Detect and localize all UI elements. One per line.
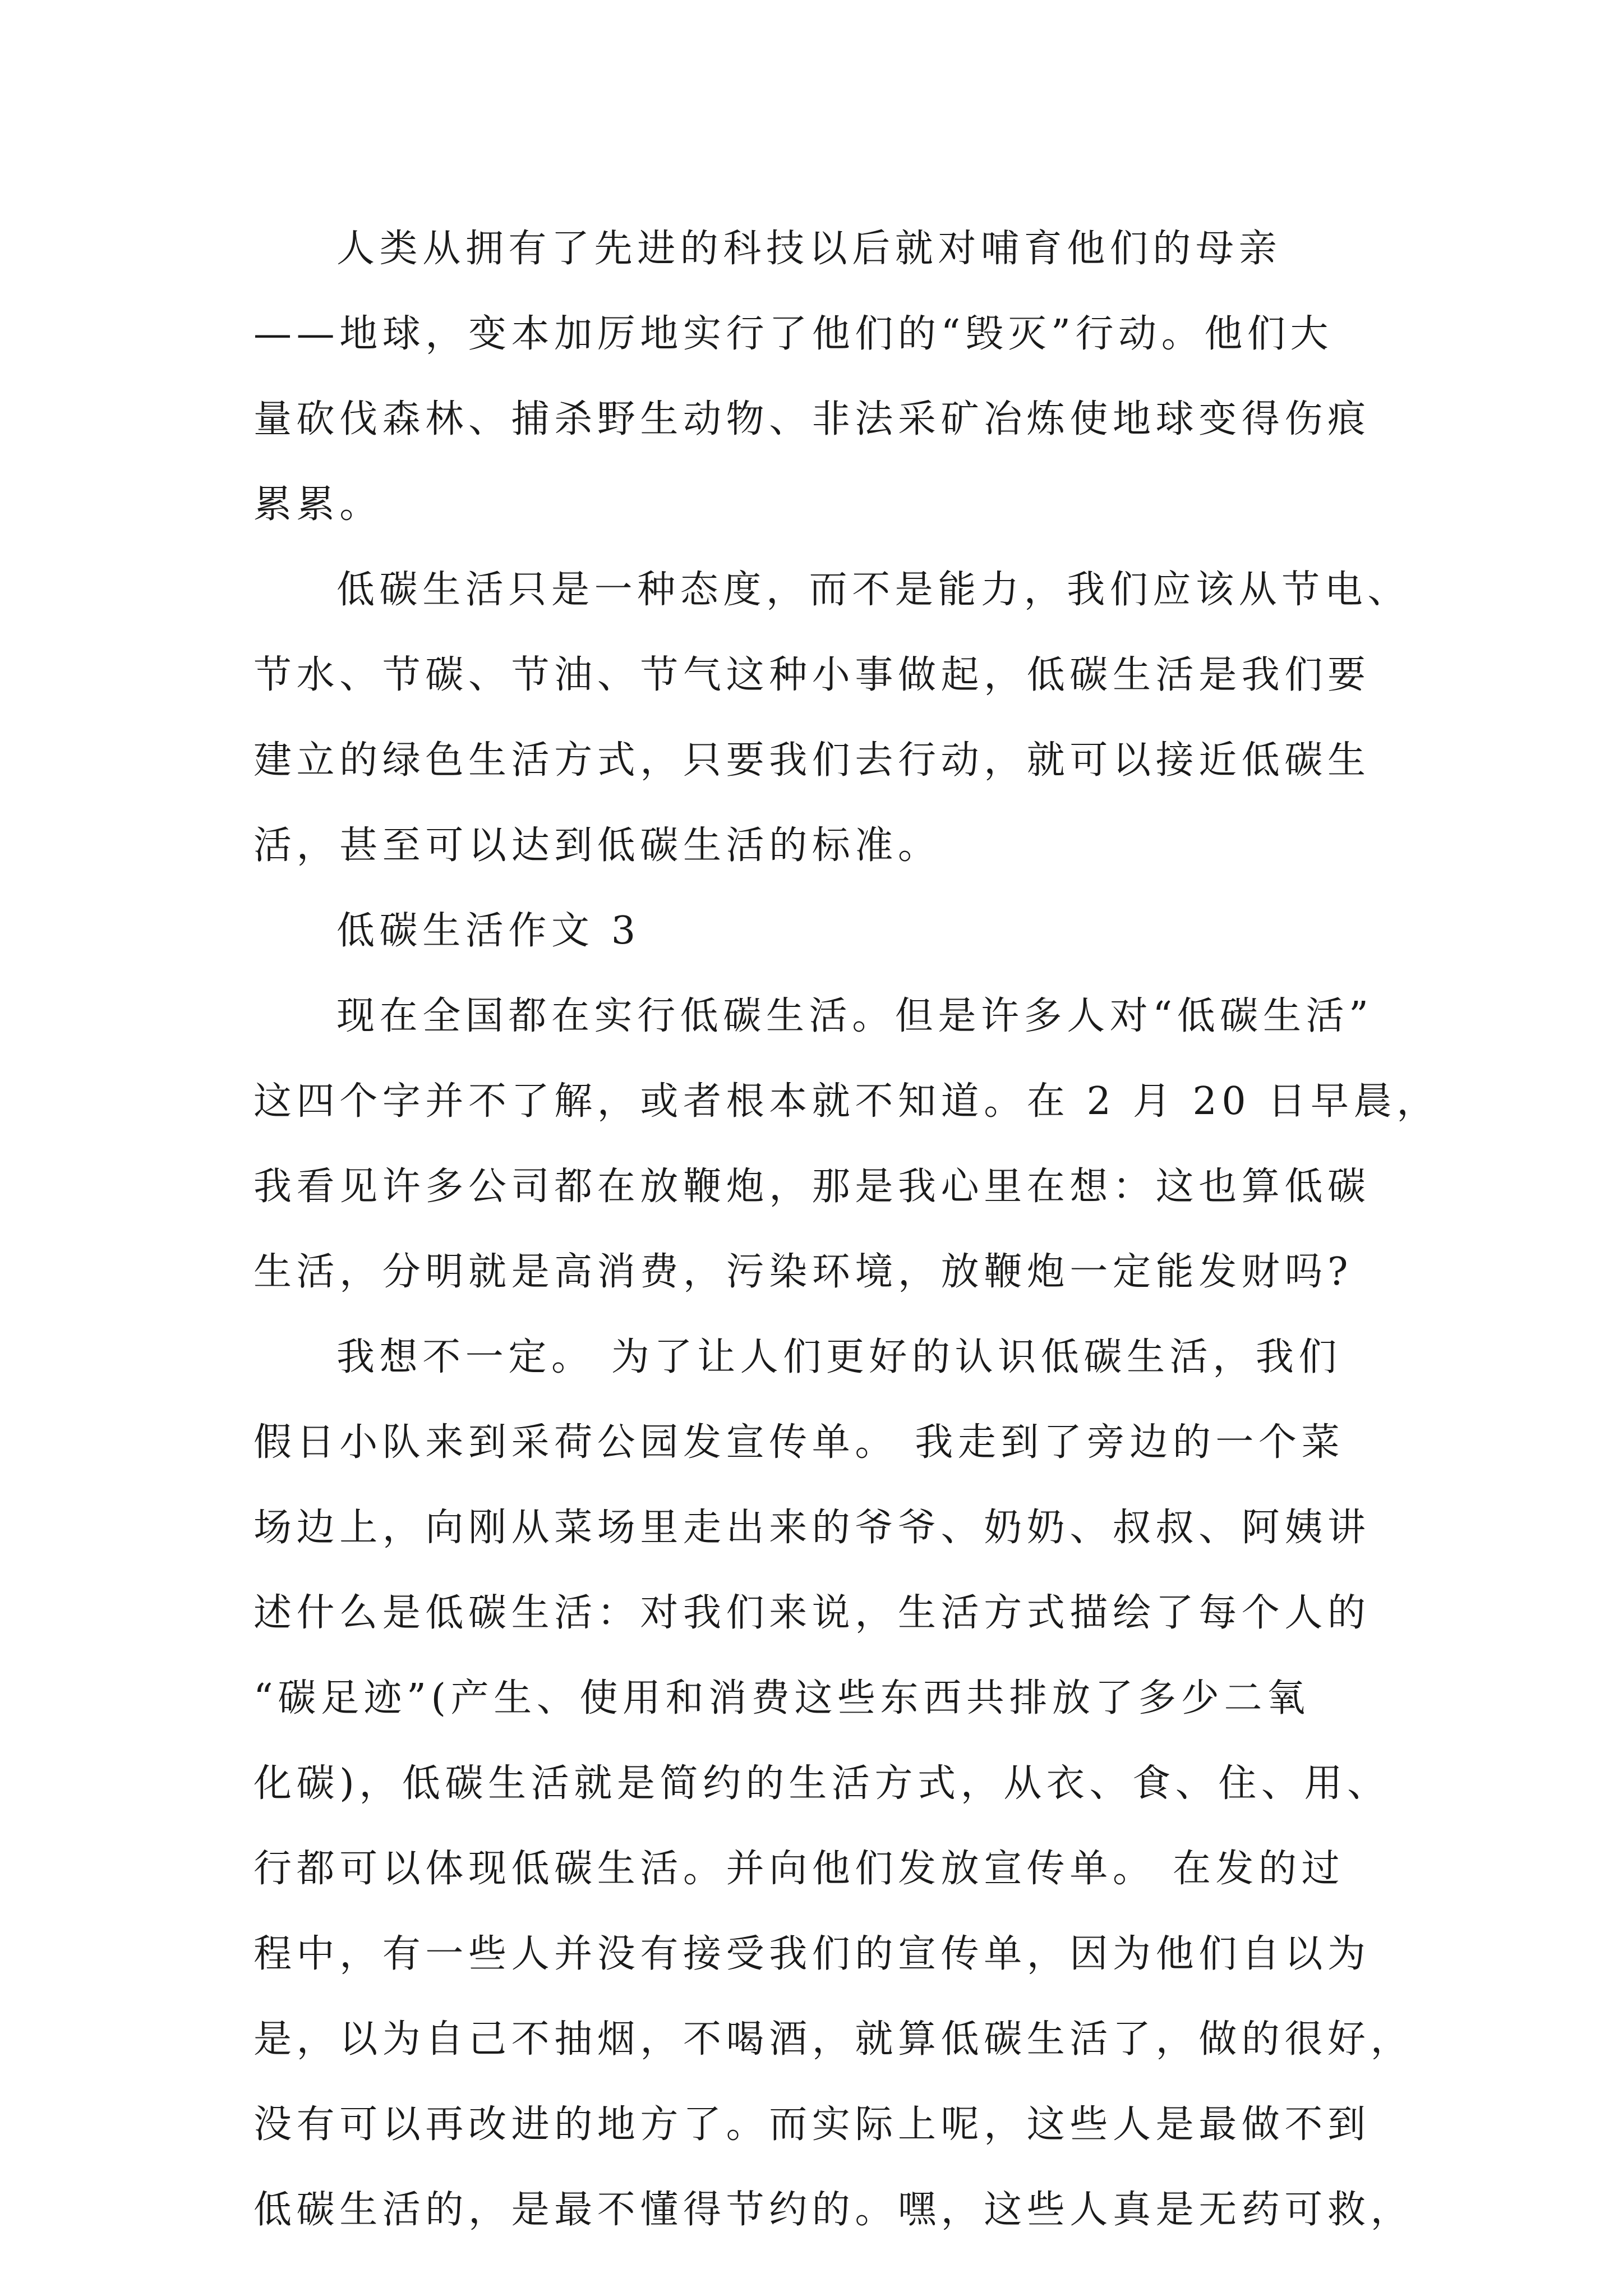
text-line: 程中，有一些人并没有接受我们的宣传单，因为他们自以为 xyxy=(253,1932,1371,1976)
text-line: 生活，分明就是高消费，污染环境，放鞭炮一定能发财吗? xyxy=(253,1250,1353,1294)
text-line: 低碳生活只是一种态度，而不是能力，我们应该从节电、 xyxy=(336,568,1411,612)
text-line: 假日小队来到采荷公园发宣传单。 我走到了旁边的一个菜 xyxy=(253,1420,1345,1465)
text-line: ——地球，变本加厉地实行了他们的“毁灭”行动。他们大 xyxy=(253,312,1334,356)
paragraph-low-carbon-attitude xyxy=(253,547,1411,889)
paragraph-earth-damage xyxy=(253,206,1375,547)
text-line: 述什么是低碳生活：对我们来说，生活方式描绘了每个人的 xyxy=(253,1591,1371,1635)
text-line: 人类从拥有了先进的科技以后就对哺育他们的母亲 xyxy=(336,227,1282,271)
text-line: 是，以为自己不抽烟，不喝酒，就算低碳生活了，做的很好， xyxy=(253,2017,1414,2062)
paragraph-flyers xyxy=(253,1315,1414,2253)
text-line: 我想不一定。 为了让人们更好的认识低碳生活，我们 xyxy=(336,1335,1342,1379)
text-line: 这四个字并不了解，或者根本就不知道。在 2 月 20 日早晨， xyxy=(253,1079,1440,1124)
document-page xyxy=(253,206,1440,2253)
text-line: 化碳)，低碳生活就是简约的生活方式，从衣、食、住、用、 xyxy=(253,1761,1390,1806)
text-line: 建立的绿色生活方式，只要我们去行动，就可以接近低碳生 xyxy=(253,738,1371,783)
text-line: 场边上，向刚从菜场里走出来的爷爷、奶奶、叔叔、阿姨讲 xyxy=(253,1506,1371,1550)
text-line: 累累。 xyxy=(253,482,382,527)
text-line: 我看见许多公司都在放鞭炮，那是我心里在想：这也算低碳 xyxy=(253,1165,1371,1209)
text-line: 活，甚至可以达到低碳生活的标准。 xyxy=(253,823,941,868)
text-line: 行都可以体现低碳生活。并向他们发放宣传单。 在发的过 xyxy=(253,1847,1345,1891)
text-line: 现在全国都在实行低碳生活。但是许多人对“低碳生活” xyxy=(336,994,1373,1038)
essay-heading xyxy=(253,889,1375,974)
text-line: 低碳生活的，是最不懂得节约的。嘿，这些人真是无药可救， xyxy=(253,2188,1414,2232)
paragraph-firecrackers xyxy=(253,974,1440,1315)
essay-title: 低碳生活作文 3 xyxy=(336,909,640,953)
text-line: 节水、节碳、节油、节气这种小事做起，低碳生活是我们要 xyxy=(253,653,1371,697)
text-line: 没有可以再改进的地方了。而实际上呢，这些人是最做不到 xyxy=(253,2102,1371,2147)
text-line: 量砍伐森林、捕杀野生动物、非法采矿冶炼使地球变得伤痕 xyxy=(253,397,1371,441)
text-line: “碳足迹”(产生、使用和消费这些东西共排放了多少二氧 xyxy=(253,1676,1310,1720)
